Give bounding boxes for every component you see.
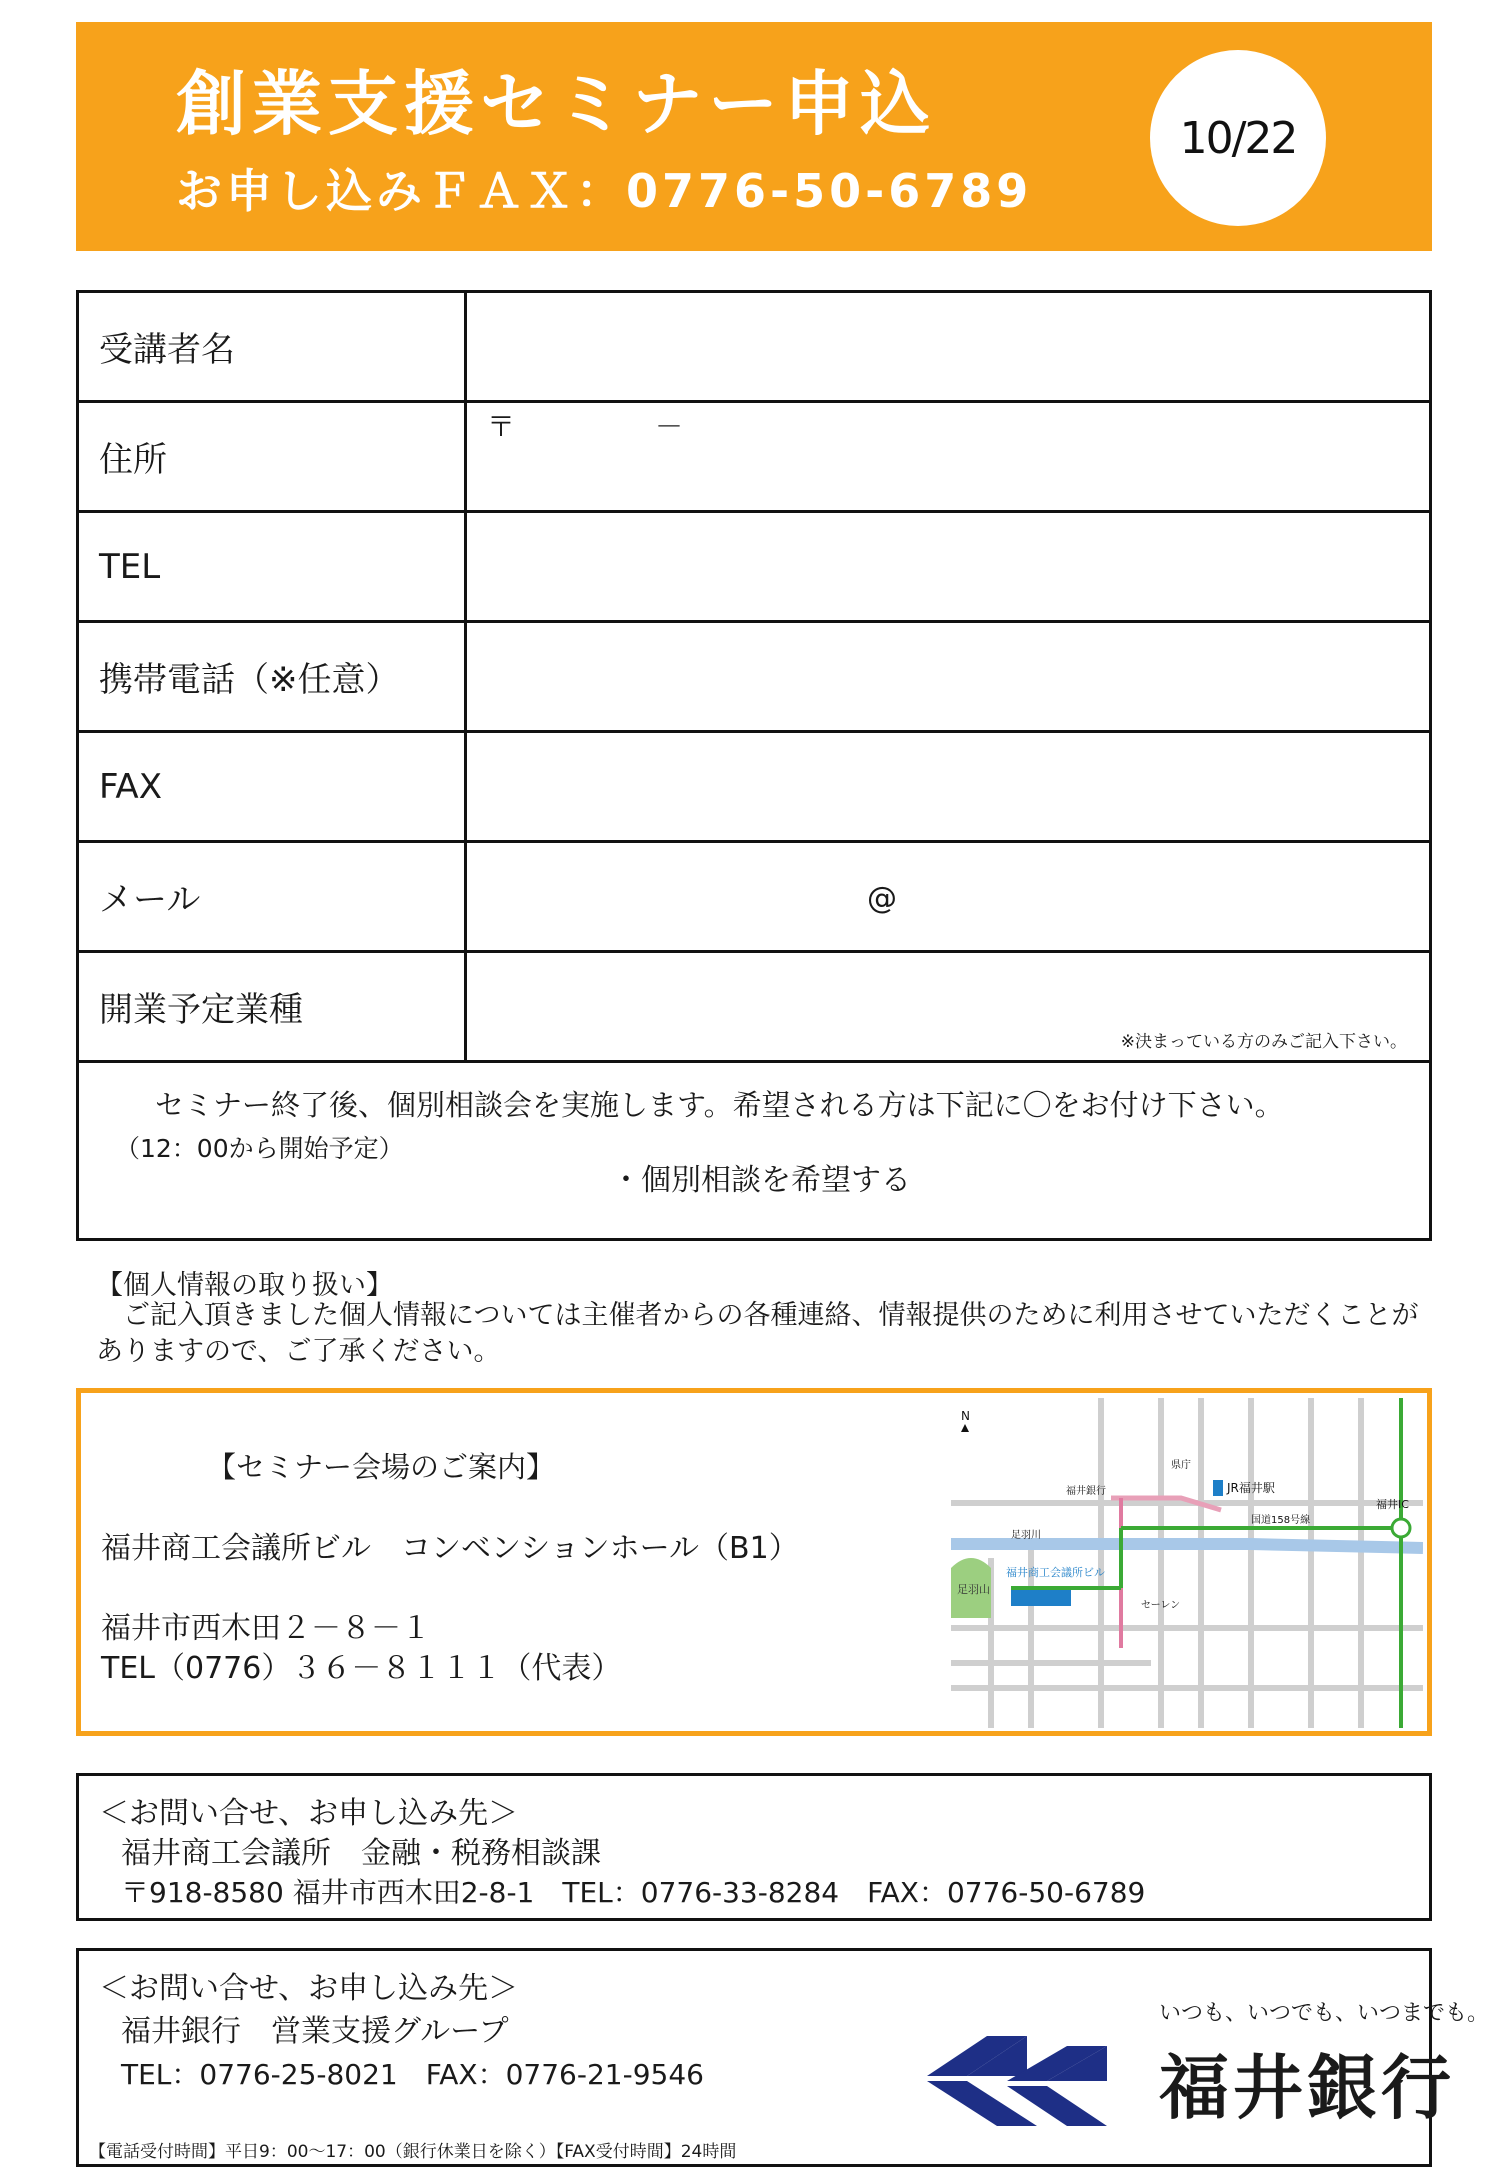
map-label-venue: 福井商工会議所ビル	[1006, 1566, 1105, 1579]
map-label-jr-station: JR福井駅	[1227, 1481, 1275, 1495]
postal-code-mark: 〒 －	[487, 410, 684, 443]
business-note: ※決まっている方のみご記入下さい。	[1120, 1032, 1407, 1052]
consultation-option[interactable]: ・個別相談を希望する	[611, 1163, 911, 1198]
map-north-label: N	[961, 1409, 970, 1423]
map-label-bank: 福井銀行	[1066, 1486, 1106, 1497]
consultation-section	[79, 1063, 1429, 1238]
bank-tagline: いつも、いつでも、いつまでも。	[1159, 2001, 1490, 2026]
venue-map	[951, 1398, 1423, 1728]
form-label-email: メール	[79, 843, 467, 950]
name-field[interactable]	[467, 293, 1429, 400]
map-station-marker	[1213, 1480, 1223, 1496]
privacy-body: ご記入頂きました個人情報については主催者からの各種連絡、情報提供のために利用させていただくことがありますので、ご了承ください。	[96, 1300, 1419, 1367]
fax-field[interactable]	[467, 733, 1429, 840]
form-row-fax	[79, 733, 1429, 843]
form-label-tel: TEL	[79, 513, 467, 620]
application-form	[76, 290, 1432, 1241]
venue-heading: 【セミナー会場のご案内】	[207, 1450, 556, 1484]
contact-chamber	[76, 1773, 1432, 1921]
map-label-ashiwa: 足羽川	[1011, 1530, 1041, 1541]
map-label-ashiwayama: 足羽山	[957, 1583, 990, 1596]
form-row-address	[79, 403, 1429, 513]
form-label-mobile: 携帯電話（※任意）	[79, 623, 467, 730]
form-row-email	[79, 843, 1429, 953]
date-text: 10/22	[1179, 112, 1297, 164]
email-field[interactable]	[467, 843, 1429, 950]
map-label-prefecture: 県庁	[1171, 1460, 1191, 1471]
consultation-notice: セミナー終了後、個別相談会を実施します。希望される方は下記に〇をお付け下さい。	[155, 1088, 1284, 1122]
map-label-seiren: セーレン	[1141, 1600, 1181, 1611]
page-title: 創業支援セミナー申込	[176, 63, 936, 145]
map-label-route158: 国道158号線	[1251, 1515, 1311, 1526]
form-row-name	[79, 293, 1429, 403]
map-label-fukui-ic: 福井IC	[1376, 1498, 1409, 1511]
form-label-fax: FAX	[79, 733, 467, 840]
form-row-mobile	[79, 623, 1429, 733]
bank-mark-icon	[927, 2036, 1147, 2126]
contact-chamber-org: 福井商工会議所 金融・税務相談課	[121, 1836, 601, 1871]
privacy-title: 【個人情報の取り扱い】	[96, 1270, 393, 1301]
fax-number-line: お申し込みＦＡＸ：0776-50-6789	[176, 164, 1033, 218]
venue-section	[76, 1388, 1432, 1736]
map-venue-marker	[1011, 1590, 1071, 1606]
contact-bank-org: 福井銀行 営業支援グループ	[121, 2014, 509, 2049]
form-row-tel	[79, 513, 1429, 623]
venue-name: 福井商工会議所ビル コンベンションホール（B1）	[101, 1531, 799, 1566]
form-label-address: 住所	[79, 403, 467, 510]
at-sign: @	[867, 881, 897, 916]
venue-tel: TEL（0776）３６－８１１１（代表）	[101, 1651, 622, 1686]
date-badge	[1150, 50, 1326, 226]
bank-logo	[927, 1996, 1490, 2136]
contact-chamber-details: 〒918-8580 福井市西木田2-8-1 TEL：0776-33-8284 FAX：0776-50-6789	[121, 1876, 1146, 1909]
form-label-name: 受講者名	[79, 293, 467, 400]
tel-field[interactable]	[467, 513, 1429, 620]
form-label-business: 開業予定業種	[79, 953, 467, 1060]
address-field[interactable]	[467, 403, 1429, 510]
venue-address: 福井市西木田２－８－１	[101, 1611, 431, 1646]
mobile-field[interactable]	[467, 623, 1429, 730]
business-type-field[interactable]	[467, 953, 1429, 1060]
consultation-time: （12：00から開始予定）	[115, 1134, 404, 1163]
contact-bank-heading: ＜お問い合せ、お申し込み先＞	[99, 1971, 519, 2006]
form-row-business	[79, 953, 1429, 1063]
bank-name: 福井銀行	[1159, 2046, 1455, 2129]
contact-chamber-heading: ＜お問い合せ、お申し込み先＞	[99, 1796, 519, 1831]
reception-hours: 【電話受付時間】平日9：00～17：00（銀行休業日を除く）【FAX受付時間】24時間	[89, 2142, 737, 2162]
contact-bank-tel-fax: TEL：0776-25-8021 FAX：0776-21-9546	[121, 2058, 704, 2091]
contact-bank	[76, 1948, 1490, 2167]
